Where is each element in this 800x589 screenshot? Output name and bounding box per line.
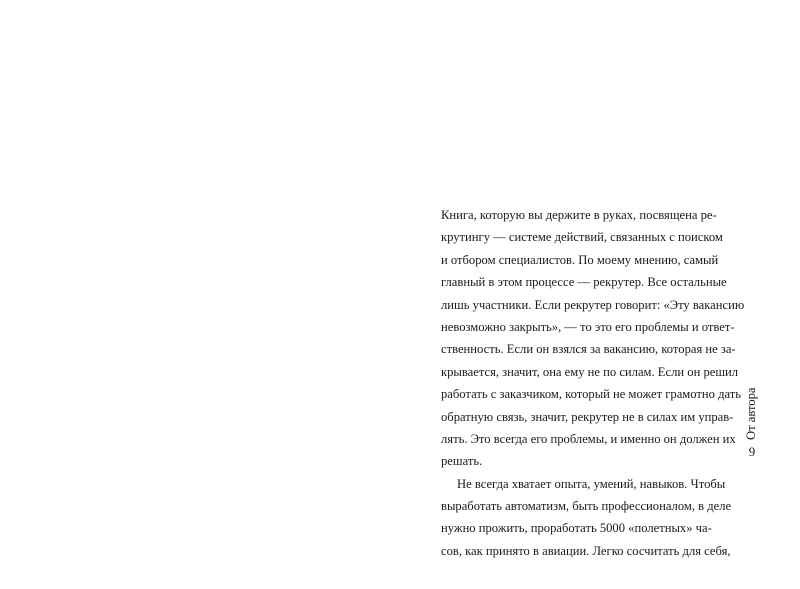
text-line: и отбором специалистов. По моему мнению, самый — [441, 252, 719, 267]
text-line: лишь участники. Если рекрутер говорит: «Эту вакансию — [441, 297, 745, 312]
text-line: ственность. Если он взялся за вакансию, которая не за- — [441, 342, 736, 357]
text-line: обратную связь, значит, рекрутер не в силах им управ- — [441, 409, 734, 424]
text-line: невозможно закрыть», — то это его проблемы и ответ- — [441, 319, 735, 334]
page-number: 9 — [748, 444, 756, 459]
text-line-indented: Не всегда хватает опыта, умений, навыков. Чтобы — [457, 476, 726, 491]
text-line: лять. Это всегда его проблемы, и именно он должен их — [441, 431, 736, 446]
text-line: нужно прожить, проработать 5000 «полетных» ча- — [441, 521, 712, 536]
text-line: главный в этом процессе — рекрутер. Все остальные — [441, 275, 727, 290]
text-line: выработать автоматизм, быть профессионалом, в деле — [441, 499, 732, 514]
text-line: работать с заказчиком, который не может грамотно дать — [441, 387, 742, 402]
text-line: Книга, которую вы держите в руках, посвящена ре- — [441, 208, 717, 222]
running-head: От автора — [744, 388, 758, 441]
text-line: сов, как принято в авиации. Легко сосчитать для себя, — [441, 543, 731, 558]
text-line: крутингу — системе действий, связанных с поиском — [441, 230, 723, 245]
text-line: крывается, значит, она ему не по силам. Если он решил — [441, 364, 739, 379]
text-line: решать. — [441, 454, 483, 469]
body-text — [441, 204, 745, 562]
